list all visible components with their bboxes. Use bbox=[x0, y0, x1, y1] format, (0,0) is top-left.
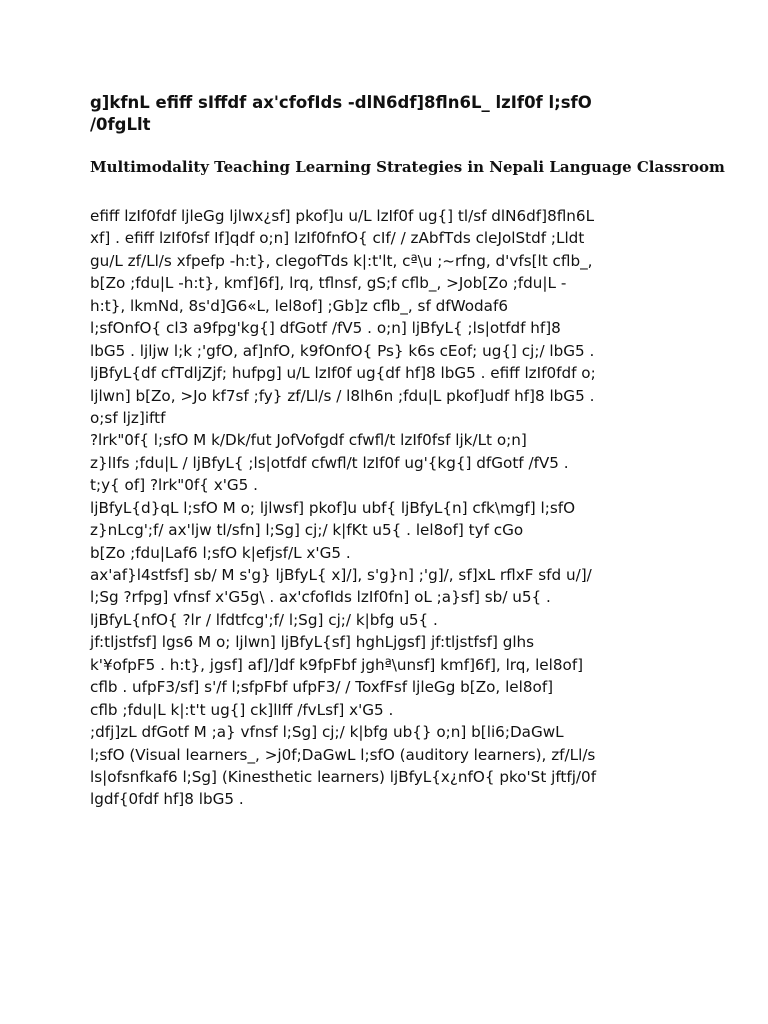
body-line: lgdf{0fdf hf]8 lbG5 . bbox=[90, 790, 244, 809]
body-text bbox=[90, 205, 730, 811]
body-line: l;sfOnfO{ cl3 a9fpg'kg{] dfGotf /fV5 . o;n] ljBfyL{ ;ls|otfdf hf]8 bbox=[90, 319, 561, 338]
body-line: ;dfj]zL dfGotf M ;a} vfnsf l;Sg] cj;/ k|bfg ub{} o;n] b[li6;DaGwL bbox=[90, 723, 564, 742]
body-line: z}lIfs ;fdu|L / ljBfyL{ ;ls|otfdf cfwfl/t lzIf0f ug'{kg{] dfGotf /fV5 . bbox=[90, 453, 569, 472]
body-line: xf] . efiff lzIf0fsf If]qdf o;n] lzIf0fnfO{ cIf/ / zAbfTds cleJolStdf ;Lldt bbox=[90, 229, 585, 248]
body-line: l;sfO (Visual learners_, >j0f;DaGwL l;sfO (auditory learners), zf/Ll/s bbox=[90, 745, 596, 764]
body-line: cflb . ufpF3/sf] s'/f l;sfpFbf ufpF3/ / ToxfFsf ljleGg b[Zo, lel8of] bbox=[90, 678, 554, 697]
body-line: efiff lzIf0fdf ljleGg ljlwx¿sf] pkof]u u/L lzIf0f ug{] tl/sf dlN6df]8fln6L bbox=[90, 207, 595, 225]
body-line: t;y{ of] ?lrk"0f{ x'G5 . bbox=[90, 476, 258, 495]
document-title: g]kfnL efiff sIffdf ax'cfofIds -dlN6df]8fln6L_ lzIf0f l;sfO /0fgLlt bbox=[90, 93, 592, 134]
body-line: h:t}, lkmNd, 8s'd]G6«L, lel8of] ;Gb]z cflb_, sf dfWodaf6 bbox=[90, 296, 508, 315]
body-line: ls|ofsnfkaf6 l;Sg] (Kinesthetic learners) ljBfyL{x¿nfO{ pko'St jftfj/0f bbox=[90, 767, 597, 786]
document-subtitle: Multimodality Teaching Learning Strategies in Nepali Language Classroom bbox=[90, 158, 725, 176]
body-line: b[Zo ;fdu|L -h:t}, kmf]6f], lrq, tflnsf, gS;f cflb_, >Job[Zo ;fdu|L - bbox=[90, 274, 567, 293]
body-line: ljBfyL{df cfTdljZjf; hufpg] u/L lzIf0f ug{df hf]8 lbG5 . efiff lzIf0fdf o; bbox=[90, 364, 596, 383]
body-line: l;Sg ?rfpg] vfnsf x'G5g\ . ax'cfofIds lzIf0fn] oL ;a}sf] sb/ u5{ . bbox=[90, 588, 551, 607]
body-line: ljlwn] b[Zo, >Jo kf7sf ;fy} zf/Ll/s / l8lh6n ;fdu|L pkof]udf hf]8 lbG5 . bbox=[90, 386, 595, 405]
body-line: ?lrk"0f{ l;sfO M k/Dk/fut JofVofgdf cfwfl/t lzIf0fsf ljk/Lt o;n] bbox=[90, 431, 527, 450]
body-line: jf:tljstfsf] lgs6 M o; ljlwn] ljBfyL{sf] hghLjgsf] jf:tljstfsf] glhs bbox=[90, 633, 535, 652]
body-line: ljBfyL{d}qL l;sfO M o; ljlwsf] pkof]u ubf{ ljBfyL{n] cfk\mgf] l;sfO bbox=[90, 498, 576, 517]
body-line: lbG5 . ljljw l;k ;'gfO, af]nfO, k9fOnfO{ Ps} k6s cEof; ug{] cj;/ lbG5 . bbox=[90, 341, 595, 360]
body-line: z}nLcg';f/ ax'ljw tl/sfn] l;Sg] cj;/ k|fKt u5{ . lel8of] tyf cGo bbox=[90, 521, 524, 540]
body-line: cflb ;fdu|L k|:t't ug{] ck]lIff /fvLsf] x'G5 . bbox=[90, 700, 394, 719]
body-line: b[Zo ;fdu|Laf6 l;sfO k|efjsf/L x'G5 . bbox=[90, 543, 351, 562]
body-line: ax'af}l4stfsf] sb/ M s'g} ljBfyL{ x]/], s'g}n] ;'g]/, sf]xL rflxF sfd u/]/ bbox=[90, 566, 592, 584]
body-line: o;sf ljz]iftf bbox=[90, 408, 166, 427]
body-line: ljBfyL{nfO{ ?lr / lfdtfcg';f/ l;Sg] cj;/ k|bfg u5{ . bbox=[90, 610, 438, 629]
body-line: k'¥ofpF5 . h:t}, jgsf] af]/]df k9fpFbf jghª\unsf] kmf]6f], lrq, lel8of] bbox=[90, 655, 584, 674]
body-line: gu/L zf/Ll/s xfpefp -h:t}, clegofTds k|:t'lt, cª\u ;~rfng, d'vfs[lt cflb_, bbox=[90, 251, 593, 270]
